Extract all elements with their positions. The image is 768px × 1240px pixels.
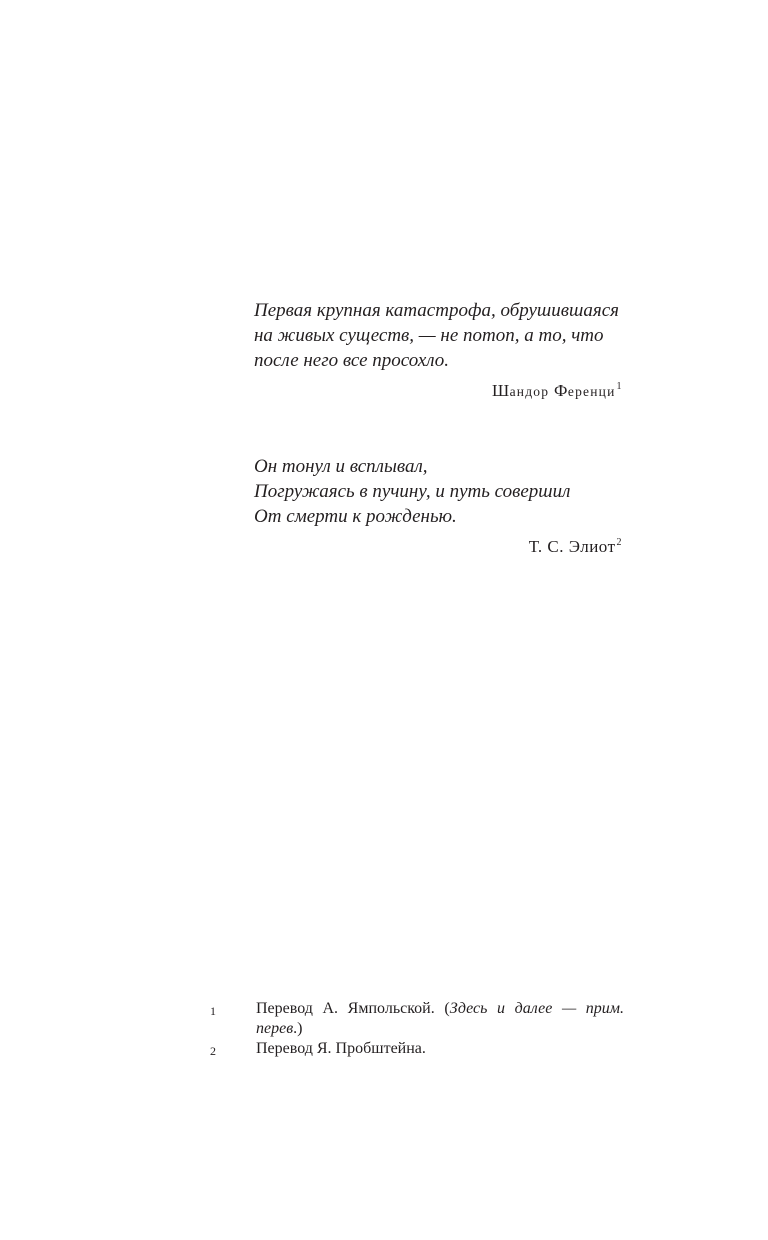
footnote-number: 1 bbox=[210, 1004, 216, 1018]
author-name: Т. С. Элиот bbox=[528, 537, 616, 556]
footnote-ref[interactable]: 1 bbox=[616, 381, 622, 392]
author-first-rest: андор bbox=[509, 384, 550, 399]
footnote-ref[interactable]: 2 bbox=[616, 537, 622, 548]
epigraph-eliot bbox=[254, 454, 622, 559]
epigraph-line: на живых существ, — не потоп, а то, что bbox=[254, 325, 604, 346]
footnote-text-main: Перевод Я. Пробштейна. bbox=[256, 1040, 426, 1057]
epigraph-line: От смерти к рожденью. bbox=[254, 506, 457, 527]
epigraph-author bbox=[254, 535, 622, 559]
epigraph-line: Погружаясь в пучину, и путь совершил bbox=[254, 481, 571, 502]
epigraph-ferenczi bbox=[254, 298, 622, 404]
footnote-text bbox=[256, 999, 624, 1039]
author-last-rest: еренци bbox=[567, 384, 616, 399]
footnote-text-main: Перевод А. Ямпольской. ( bbox=[256, 1000, 450, 1017]
epigraph-line: Первая крупная катастрофа, обрушившаяся bbox=[254, 300, 619, 321]
epigraph-line: Он тонул и всплывал, bbox=[254, 456, 428, 477]
footnote-text-after: .) bbox=[293, 1020, 303, 1037]
epigraph-line: после него все просохло. bbox=[254, 350, 450, 371]
footnote-text bbox=[256, 1039, 624, 1061]
author-first-initial: Ш bbox=[491, 381, 510, 400]
epigraph-author bbox=[254, 379, 622, 404]
footnote-number: 2 bbox=[210, 1044, 216, 1058]
footnotes bbox=[208, 999, 624, 1061]
author-last-initial: Ф bbox=[553, 381, 568, 400]
footnote-text-italic: Здесь и далее — прим. перев bbox=[256, 1000, 624, 1037]
footnote bbox=[208, 999, 624, 1039]
footnote bbox=[208, 1039, 624, 1061]
